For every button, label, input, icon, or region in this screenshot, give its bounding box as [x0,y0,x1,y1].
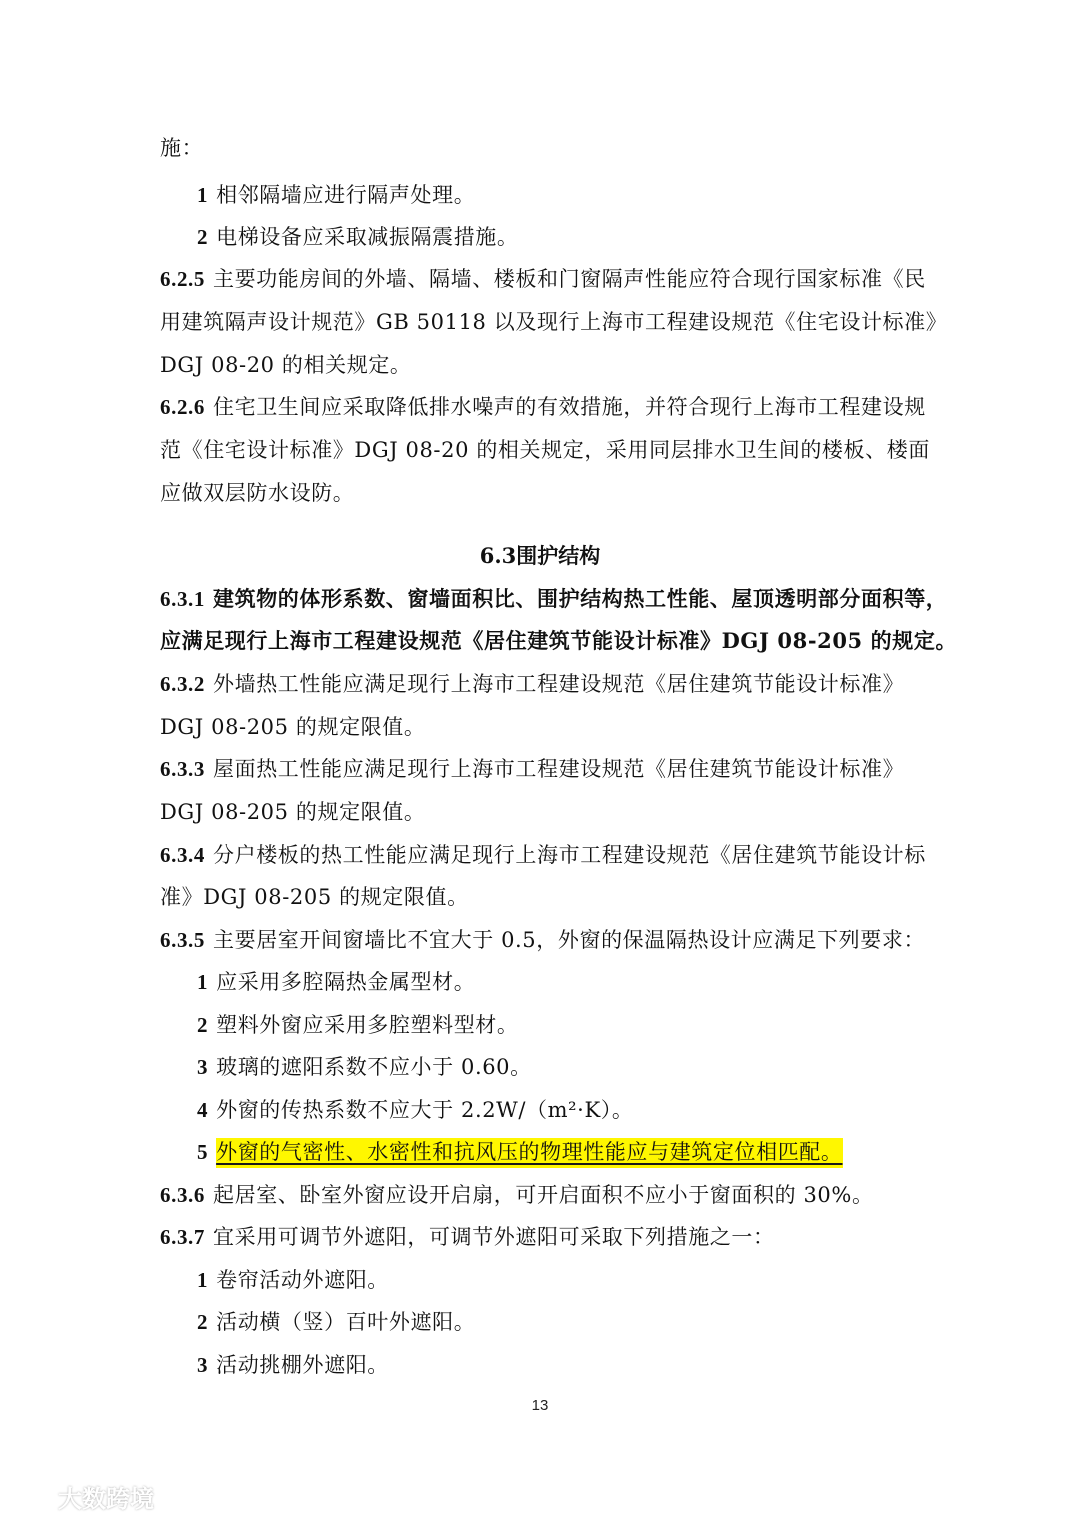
list-item: 2 活动横（竖）百叶外遮阳。 [197,1310,476,1334]
list-item: 4 外窗的传热系数不应大于 2.2W/（m²·K）。 [197,1098,634,1122]
clause-text-line: DGJ 08-205 的规定限值。 [160,715,426,739]
list-item: 1 卷帘活动外遮阳。 [197,1268,389,1292]
weibo-logo-icon [12,1481,52,1511]
clause-6-3-3: 6.3.3 屋面热工性能应满足现行上海市工程建设规范《居住建筑节能设计标准》 [160,757,905,781]
clause-text-line: 应做双层防水设防。 [160,481,355,505]
clause-text-line: 准》DGJ 08-205 的规定限值。 [160,885,469,909]
watermark [12,1476,154,1516]
clause-6-3-4: 6.3.4 分户楼板的热工性能应满足现行上海市工程建设规范《居住建筑节能设计标 [160,843,926,867]
clause-text-line: 用建筑隔声设计规范》GB 50118 以及现行上海市工程建设规范《住宅设计标准》 [160,310,948,334]
clause-text-line: 应满足现行上海市工程建设规范《居住建筑节能设计标准》DGJ 08-205 的规定。 [160,628,958,653]
continuation-line: 施： [160,136,204,160]
clause-6-2-6: 6.2.6 住宅卫生间应采取降低排水噪声的有效措施，并符合现行上海市工程建设规 [160,395,926,419]
list-item: 2 塑料外窗应采用多腔塑料型材。 [197,1013,519,1037]
list-item: 1 相邻隔墙应进行隔声处理。 [197,183,476,207]
list-item: 2 电梯设备应采取减振隔震措施。 [197,225,519,249]
clause-text-line: DGJ 08-205 的规定限值。 [160,800,426,824]
list-item: 3 玻璃的遮阳系数不应小于 0.60。 [197,1055,532,1079]
list-item: 3 活动挑棚外遮阳。 [197,1353,389,1377]
clause-6-3-2: 6.3.2 外墙热工性能应满足现行上海市工程建设规范《居住建筑节能设计标准》 [160,672,905,696]
clause-6-3-5: 6.3.5 主要居室开间窗墙比不宜大于 0.5，外窗的保温隔热设计应满足下列要求： [160,928,926,952]
clause-6-3-1: 6.3.1 建筑物的体形系数、窗墙面积比、围护结构热工性能、屋顶透明部分面积等， [160,586,948,611]
clause-6-2-5: 6.2.5 主要功能房间的外墙、隔墙、楼板和门窗隔声性能应符合现行国家标准《民 [160,267,926,291]
highlighted-text: 外窗的气密性、水密性和抗风压的物理性能应与建筑定位相匹配。 [216,1138,842,1168]
clause-text-line: 范《住宅设计标准》DGJ 08-20 的相关规定，采用同层排水卫生间的楼板、楼面 [160,438,930,462]
list-item-highlighted: 5 外窗的气密性、水密性和抗风压的物理性能应与建筑定位相匹配。 [197,1137,977,1167]
list-item: 1 应采用多腔隔热金属型材。 [197,970,476,994]
page-number: 13 [531,1397,549,1414]
section-heading: 6.3围护结构 [479,543,601,568]
clause-6-3-7: 6.3.7 宜采用可调节外遮阳，可调节外遮阳可采取下列措施之一： [160,1225,775,1249]
clause-6-3-6: 6.3.6 起居室、卧室外窗应设开启扇，可开启面积不应小于窗面积的 30%。 [160,1183,874,1207]
clause-text-line: DGJ 08-20 的相关规定。 [160,353,412,377]
watermark-text: 大数跨境 [58,1484,154,1513]
